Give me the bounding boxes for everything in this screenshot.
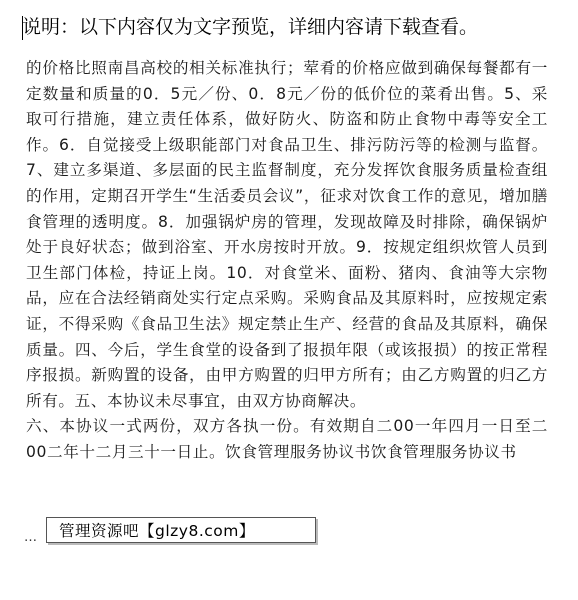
truncation-ellipsis: … [24,530,38,545]
document-body [26,56,548,466]
paragraph: 六、本协议一式两份，双方各执一份。有效期自二00一年四月一日至二00二年十二月三十一日止。饮食管理服务协议书饮食管理服务协议书 [26,417,548,461]
preview-notice: 说明：以下内容仅为文字预览，详细内容请下载查看。 [22,16,479,38]
paragraph: 的价格比照南昌高校的相关标准执行；荤肴的价格应做到确保每餐都有一定数量和质量的0．5元／份、0．8元／份的低价位的菜肴出售。5、采取可行措施，建立责任体系，做好防火、防盗和防止食物中毒等安全工作。6．自觉接受上级职能部门对食品卫生、排污防污等的检测与监督。7、建立多渠道、多层面的民主监督制度，充分发挥饮食服务质量检查组的作用，定期召开学生“生活委员会议”，征求对饮食工作的意见，增加膳食管理的透明度。8．加强锅炉房的管理，发现故障及时排除，确保锅炉处于良好状态；做到浴室、开水房按时开放。9．按规定组织炊管人员到卫生部门体检，持证上岗。10．对食堂米、面粉、猪肉、食油等大宗物品，应在合法经销商处实行定点采购。采购食品及其原料时，应按规定索证，不得采购《食品卫生法》规定禁止生产、经营的食品及其原料，确保质量。四、今后，学生食堂的设备到了报损年限（或该报损）的按正常程序报损。新购置的设备，由甲方购置的归甲方所有；由乙方购置的归乙方所有。五、本协议未尽事宜，由双方协商解决。 [26,59,548,410]
watermark-banner: 管理资源吧【glzy8.com】 [46,517,316,543]
